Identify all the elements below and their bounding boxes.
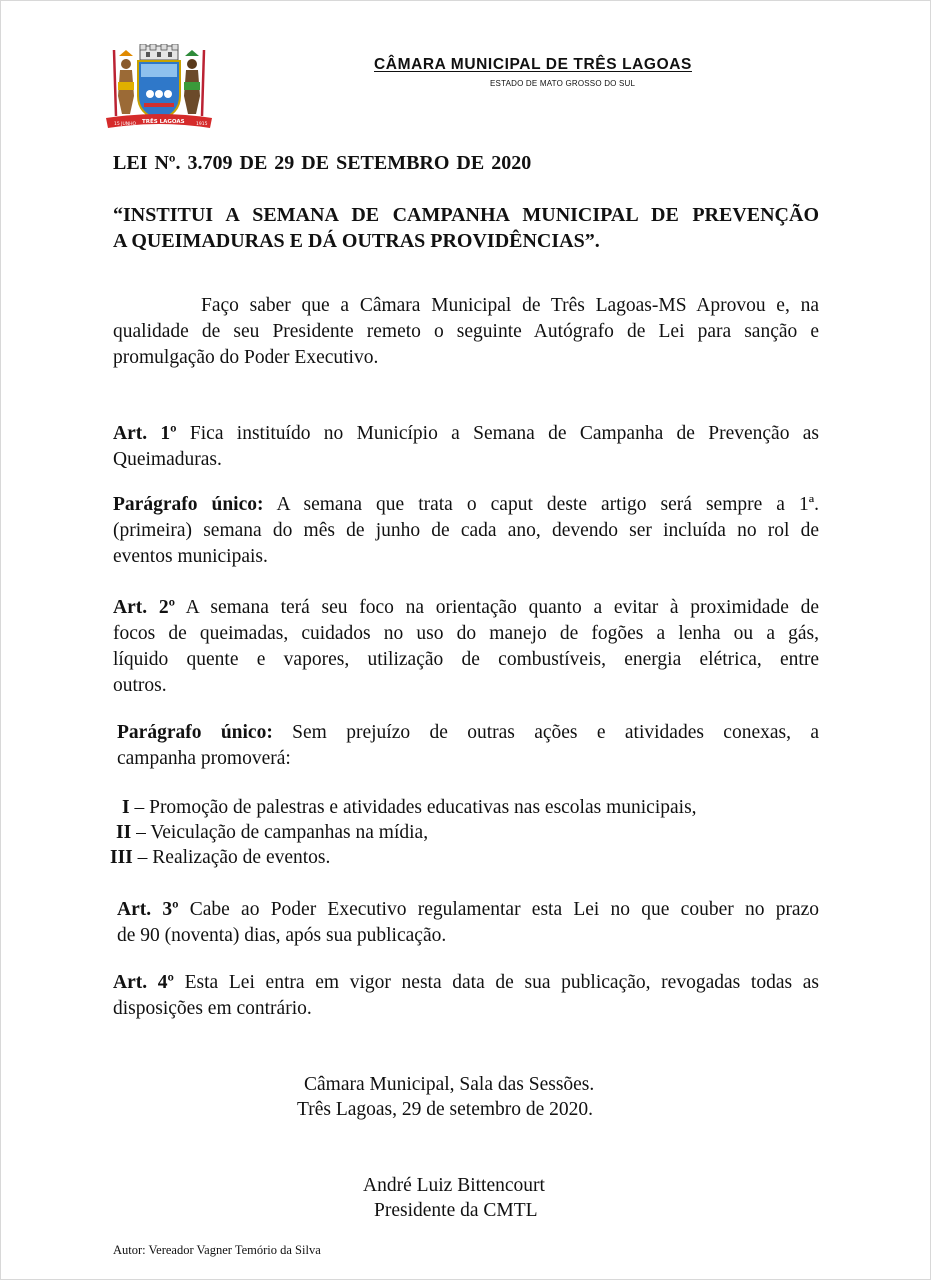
article-3-label: Art. 3º xyxy=(117,899,179,920)
article-2-text: focos de queimadas, cuidados no uso do manejo de fogões a lenha ou a gás, xyxy=(113,623,819,644)
article-2-text: outros. xyxy=(113,675,167,696)
campaign-list xyxy=(110,795,697,870)
org-name: CÂMARA MUNICIPAL DE TRÊS LAGOAS xyxy=(374,56,692,73)
article-2-label: Art. 2º xyxy=(113,597,176,618)
article-2-text: líquido quente e vapores, utilização de combustíveis, energia elétrica, entre xyxy=(113,649,819,670)
municipal-crest xyxy=(100,44,218,130)
article-2-paragraph xyxy=(117,720,819,772)
article-1-text: Fica instituído no Município a Semana de Campanha de Prevenção as xyxy=(176,423,820,444)
ementa-line: A QUEIMADURAS E DÁ OUTRAS PROVIDÊNCIAS”. xyxy=(113,230,600,252)
ementa-line: “INSTITUI A SEMANA DE CAMPANHA MUNICIPAL DE PREVENÇÃO xyxy=(113,204,819,226)
org-state: ESTADO DE MATO GROSSO DO SUL xyxy=(490,79,636,88)
article-2-paragraph-text: Sem prejuízo de outras ações e atividades conexas, a xyxy=(272,722,819,743)
article-1-text: Queimaduras. xyxy=(113,449,222,470)
preamble-line: promulgação do Poder Executivo. xyxy=(113,347,379,368)
list-item xyxy=(110,795,697,820)
list-item xyxy=(110,845,697,870)
crest-ribbon-center: TRÊS LAGOAS xyxy=(142,119,185,125)
crest-ribbon-left: 15 JUNHO xyxy=(114,122,137,127)
article-4-label: Art. 4º xyxy=(113,972,174,993)
list-item-number: II xyxy=(116,822,132,843)
article-1-paragraph-text: (primeira) semana do mês de junho de cada ano, devendo ser incluída no rol de xyxy=(113,520,819,541)
list-item-number: I xyxy=(122,797,130,818)
article-3 xyxy=(117,897,819,949)
article-1-paragraph-text: eventos municipais. xyxy=(113,546,268,567)
list-item-text: – Promoção de palestras e atividades educativas nas escolas municipais, xyxy=(129,797,697,818)
article-2 xyxy=(113,595,819,699)
preamble-line: Faço saber que a Câmara Municipal de Três Lagoas-MS Aprovou e, na xyxy=(201,295,819,316)
article-1-label: Art. 1º xyxy=(113,423,177,444)
law-ementa xyxy=(113,202,819,254)
article-4-text: Esta Lei entra em vigor nesta data de sua publicação, revogadas todas as xyxy=(173,972,819,993)
list-item xyxy=(110,820,697,845)
article-4 xyxy=(113,970,819,1022)
signatory-role: Presidente da CMTL xyxy=(374,1200,538,1221)
article-1-paragraph xyxy=(113,492,819,570)
list-item-text: – Realização de eventos. xyxy=(132,847,331,868)
article-2-text: A semana terá seu foco na orientação quanto a evitar à proximidade de xyxy=(175,597,819,618)
article-2-paragraph-label: Parágrafo único: xyxy=(117,722,273,743)
author-note: Autor: Vereador Vagner Temório da Silva xyxy=(113,1243,321,1257)
list-item-text: – Veiculação de campanhas na mídia, xyxy=(131,822,429,843)
law-title: LEI Nº. 3.709 DE 29 DE SETEMBRO DE 2020 xyxy=(113,152,532,174)
closing-date: Três Lagoas, 29 de setembro de 2020. xyxy=(297,1099,594,1120)
article-1-paragraph-text: A semana que trata o caput deste artigo será sempre a 1ª. xyxy=(263,494,819,515)
article-3-text: de 90 (noventa) dias, após sua publicação. xyxy=(117,925,447,946)
article-4-text: disposições em contrário. xyxy=(113,998,312,1019)
article-1-paragraph-label: Parágrafo único: xyxy=(113,494,264,515)
article-3-text: Cabe ao Poder Executivo regulamentar esta Lei no que couber no prazo xyxy=(178,899,819,920)
closing-place: Câmara Municipal, Sala das Sessões. xyxy=(304,1074,595,1095)
preamble-line: qualidade de seu Presidente remeto o seguinte Autógrafo de Lei para sanção e xyxy=(113,321,819,342)
crest-ribbon-right: 1915 xyxy=(196,122,208,127)
list-item-number: III xyxy=(110,847,133,868)
article-1 xyxy=(113,421,819,473)
article-2-paragraph-text: campanha promoverá: xyxy=(117,748,291,769)
signatory-name: André Luiz Bittencourt xyxy=(363,1175,545,1196)
preamble xyxy=(113,293,819,371)
